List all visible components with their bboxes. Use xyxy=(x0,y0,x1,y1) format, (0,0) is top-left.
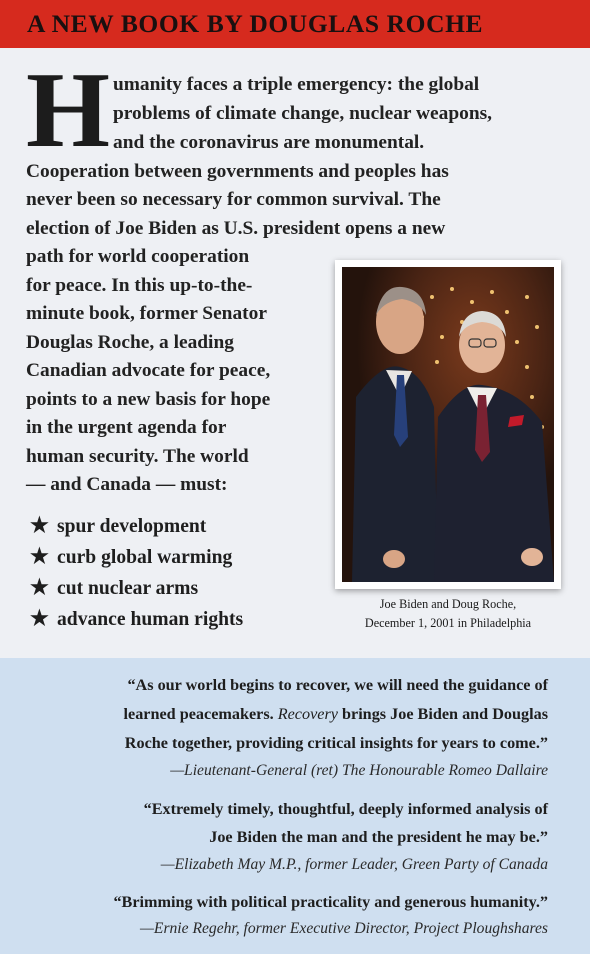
endorsement-attribution: —Ernie Regehr, former Executive Director, Project Ploughshares xyxy=(140,920,548,937)
intro-line: points to a new basis for hope xyxy=(26,389,271,410)
photo-biden-roche xyxy=(342,267,554,582)
photo-caption: December 1, 2001 in Philadelphia xyxy=(364,616,532,630)
intro-line: never been so necessary for common survival. The xyxy=(26,189,441,210)
intro-line: human security. The world xyxy=(26,446,249,467)
star-icon: ★ xyxy=(30,606,49,630)
endorsement-quote: Roche together, providing critical insights for years to come.” xyxy=(124,734,548,752)
intro-line: Canadian advocate for peace, xyxy=(26,360,271,381)
intro-line: — and Canada — must: xyxy=(26,474,228,495)
photo-frame xyxy=(335,260,561,589)
intro-line: path for world cooperation xyxy=(26,246,250,267)
title-banner xyxy=(0,0,590,48)
bullet-item: ★ advance human rights xyxy=(30,606,244,630)
bullet-item: ★ curb global warming xyxy=(30,544,233,568)
endorsement-attribution: —Lieutenant-General (ret) The Honourable Romeo Dallaire xyxy=(170,762,548,779)
intro-line: in the urgent agenda for xyxy=(26,417,227,438)
endorsement-quote: learned peacemakers. Recovery brings Joe Biden and Douglas xyxy=(123,705,548,723)
bullet-item: ★ spur development xyxy=(30,513,207,537)
star-icon: ★ xyxy=(30,513,49,537)
intro-line: minute book, former Senator xyxy=(26,303,267,324)
book-title: Recovery xyxy=(277,705,338,723)
drop-cap: H xyxy=(26,51,111,170)
endorsement-quote: “Brimming with political practicality and generous humanity.” xyxy=(113,893,548,911)
intro-line: for peace. In this up-to-the- xyxy=(26,275,253,296)
photo-caption: Joe Biden and Doug Roche, xyxy=(379,597,517,611)
intro-line: problems of climate change, nuclear weapons, xyxy=(113,103,492,124)
bullet-item: ★ cut nuclear arms xyxy=(30,575,199,599)
endorsement-quote: “Extremely timely, thoughtful, deeply informed analysis of xyxy=(143,800,548,818)
intro-line: Cooperation between governments and peoples has xyxy=(26,161,449,182)
star-icon: ★ xyxy=(30,575,49,599)
endorsement-attribution: —Elizabeth May M.P., former Leader, Green Party of Canada xyxy=(160,856,548,873)
intro-line: umanity faces a triple emergency: the global xyxy=(113,74,480,95)
endorsement-quote: Joe Biden the man and the president he may be.” xyxy=(209,828,548,846)
intro-line: election of Joe Biden as U.S. president opens a new xyxy=(26,218,446,239)
intro-line: Douglas Roche, a leading xyxy=(26,332,234,353)
intro-line: and the coronavirus are monumental. xyxy=(113,132,425,153)
star-icon: ★ xyxy=(30,544,49,568)
banner-title: A NEW BOOK BY DOUGLAS ROCHE xyxy=(27,9,484,38)
endorsement-quote: “As our world begins to recover, we will need the guidance of xyxy=(127,676,548,694)
